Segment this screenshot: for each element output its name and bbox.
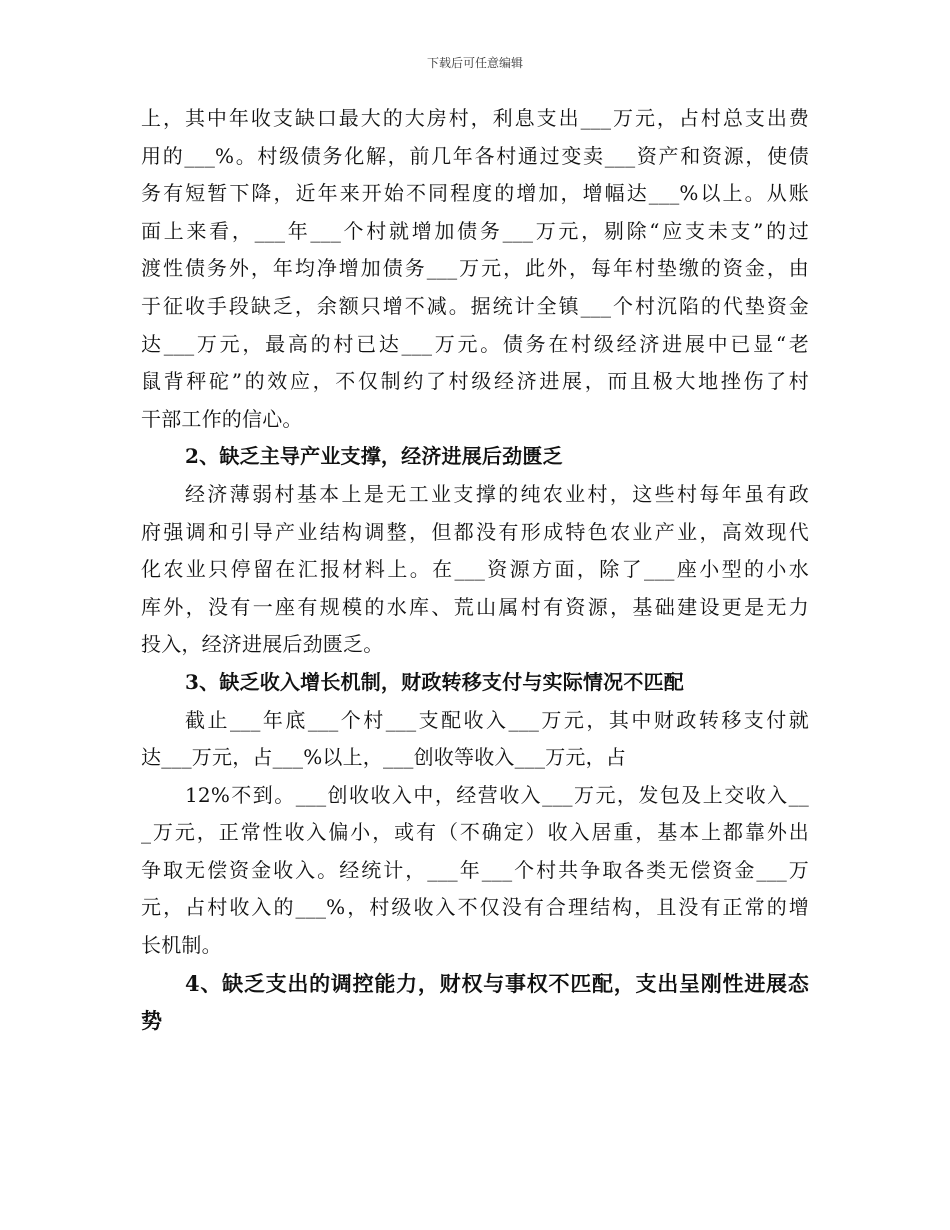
text-line: 元，占村收入的___%，村级收入不仅没有合理结构，且没有正常的增	[141, 895, 809, 920]
text-line: 府强调和引导产业结构调整，但都没有形成特色农业产业，高效现代	[141, 519, 809, 544]
text-line: 截止___年底___个村___支配收入___万元，其中财政转移支付就	[185, 707, 809, 732]
text-line: _万元，正常性收入偏小，或有（不确定）收入居重，基本上都靠外出	[141, 820, 809, 845]
section-heading: 2、缺乏主导产业支撑，经济进展后劲匮乏	[185, 444, 563, 469]
text-line: 于征收手段缺乏，余额只增不减。据统计全镇___个村沉陷的代垫资金	[141, 293, 809, 318]
text-line: 用的___%。村级债务化解，前几年各村通过变卖___资产和资源，使债	[141, 143, 809, 168]
section-heading: 势	[141, 1008, 163, 1034]
text-line: 上，其中年收支缺口最大的大房村，利息支出___万元，占村总支出费	[141, 106, 809, 130]
text-line: 达___万元，最高的村已达___万元。债务在村级经济进展中已显“老	[141, 331, 809, 356]
page-header: 下载后可任意编辑	[426, 56, 523, 70]
text-line: 争取无偿资金收入。经统计，___年___个村共争取各类无偿资金___万	[141, 857, 809, 882]
text-line: 经济薄弱村基本上是无工业支撑的纯农业村，这些村每年虽有政	[185, 481, 809, 506]
text-line: 鼠背秤砣”的效应，不仅制约了村级经济进展，而且极大地挫伤了村	[141, 369, 809, 394]
section-heading: 3、缺乏收入增长机制，财政转移支付与实际情况不匹配	[185, 669, 684, 694]
text-line: 投入，经济进展后劲匮乏。	[141, 632, 384, 657]
section-heading: 4、缺乏支出的调控能力，财权与事权不匹配，支出呈刚性进展态	[185, 970, 809, 996]
text-line: 干部工作的信心。	[141, 406, 303, 431]
text-line: 务有短暂下降，近年来开始不同程度的增加，增幅达___%以上。从账	[141, 181, 809, 206]
document-body	[141, 100, 809, 1040]
text-line: 库外，没有一座有规模的水库、荒山属村有资源，基础建设更是无力	[141, 594, 809, 619]
text-line: 化农业只停留在汇报材料上。在___资源方面，除了___座小型的小水	[141, 557, 809, 582]
text-line: 12%不到。___创收收入中，经营收入___万元，发包及上交收入__	[185, 782, 809, 807]
text-line: 渡性债务外，年均净增加债务___万元，此外，每年村垫缴的资金，由	[141, 256, 809, 281]
text-line: 达___万元，占___%以上，___创收等收入___万元，占	[141, 745, 627, 770]
text-line: 面上来看，___年___个村就增加债务___万元，剔除“应支未支”的过	[141, 218, 809, 243]
text-line: 长机制。	[141, 933, 222, 958]
